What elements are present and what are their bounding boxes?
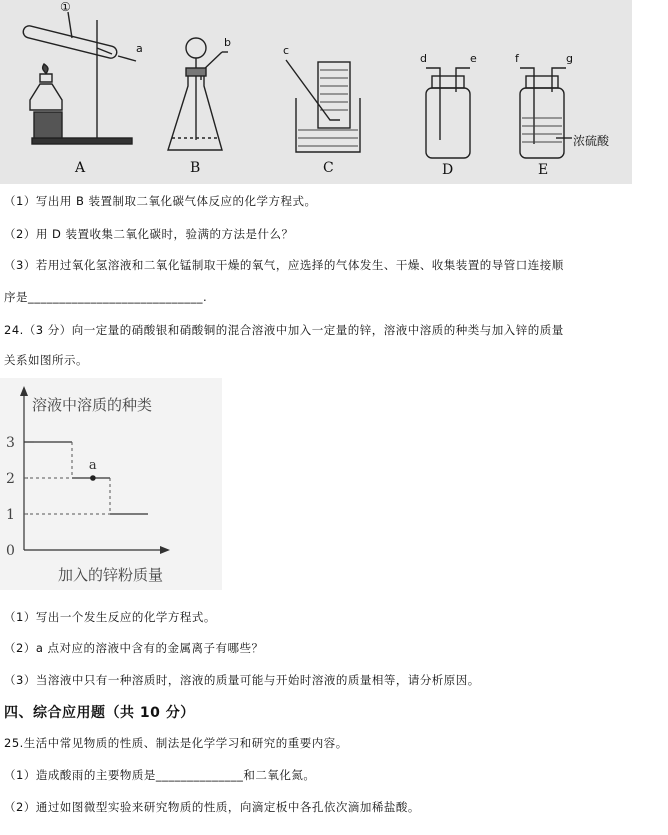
- label-circle-1: ①: [60, 0, 71, 14]
- q24-part2: （2）a 点对应的溶液中含有的金属离子有哪些？: [4, 641, 264, 655]
- q24-part1: （1）写出一个发生反应的化学方程式。: [4, 610, 216, 624]
- q23-part1: （1）写出用 B 装置制取二氧化碳气体反应的化学方程式。: [4, 194, 317, 208]
- q23-answer-blank[interactable]: ____________________________: [28, 290, 203, 304]
- caption-e: E: [538, 162, 549, 178]
- q25-stem: 25.生活中常见物质的性质、制法是化学学习和研究的重要内容。: [4, 736, 348, 750]
- q23-part2: （2）用 D 装置收集二氧化碳时，验满的方法是什么？: [4, 227, 294, 241]
- q25-part1-suffix: 和二氧化氮。: [243, 768, 316, 782]
- conical-flask: [168, 72, 222, 150]
- q23-part3-end: .: [203, 290, 208, 304]
- section4-title: 四、综合应用题（共 10 分）: [4, 705, 195, 721]
- y-tick-label-1: 1: [6, 507, 15, 523]
- y-tick-label-3: 3: [6, 435, 15, 451]
- point-a-label: a: [88, 458, 97, 473]
- solute-chart-svg: [0, 378, 222, 590]
- y-tick-label-2: 2: [6, 471, 15, 487]
- label-d: d: [420, 52, 427, 65]
- gas-jar: [318, 62, 350, 128]
- x-axis-label: 加入的锌粉质量: [58, 566, 164, 584]
- washing-bottle-e: [520, 88, 564, 158]
- q24-part3: （3）当溶液中只有一种溶质时，溶液的质量可能与开始时溶液的质量相等，请分析原因。: [4, 673, 480, 687]
- q24-stem: 24.（3 分）向一定量的硝酸银和硝酸铜的混合溶液中加入一定量的锌，溶液中溶质的种类与加入锌的质量: [4, 323, 564, 337]
- label-acid: 浓硫酸: [573, 134, 610, 148]
- label-a: a: [136, 42, 143, 55]
- q25-part1: [4, 767, 315, 783]
- solute-chart: [0, 378, 222, 590]
- x-axis-arrow: [160, 546, 170, 554]
- y-axis-arrow: [20, 386, 28, 396]
- label-f: f: [515, 52, 519, 65]
- apparatus-figure: [0, 0, 632, 184]
- apparatus-drawing: [0, 0, 632, 184]
- stand-base: [32, 138, 132, 144]
- test-tube: [22, 25, 118, 60]
- q25-part2: （2）通过如图微型实验来研究物质的性质，向滴定板中各孔依次滴加稀盐酸。: [4, 800, 420, 814]
- caption-d: D: [442, 162, 454, 178]
- alcohol-lamp: [30, 84, 62, 110]
- q23-part3-prefix: 序是: [4, 290, 28, 304]
- label-g: g: [566, 52, 573, 65]
- caption-a: A: [75, 160, 86, 176]
- y-tick-label-0: 0: [6, 543, 15, 559]
- label-b: b: [224, 36, 231, 49]
- label-c: c: [283, 44, 290, 57]
- lamp-wick: [40, 74, 52, 82]
- point-a: [90, 475, 96, 481]
- q23-part3-cont: [4, 289, 207, 305]
- y-axis-label: 溶液中溶质的种类: [32, 396, 153, 414]
- collecting-bottle-d: [426, 88, 470, 158]
- caption-b: B: [190, 160, 201, 176]
- q23-part3: （3）若用过氧化氢溶液和二氧化锰制取干燥的氧气，应选择的气体发生、干燥、收集装置的导管口连接顺: [4, 258, 564, 272]
- caption-c: C: [323, 160, 334, 176]
- label-e: e: [470, 52, 477, 65]
- q25-part1-prefix: （1）造成酸雨的主要物质是: [4, 768, 156, 782]
- funnel-bulb: [186, 38, 206, 58]
- q25-answer-blank[interactable]: ______________: [155, 768, 244, 782]
- q24-stem-cont: 关系如图所示。: [4, 353, 88, 367]
